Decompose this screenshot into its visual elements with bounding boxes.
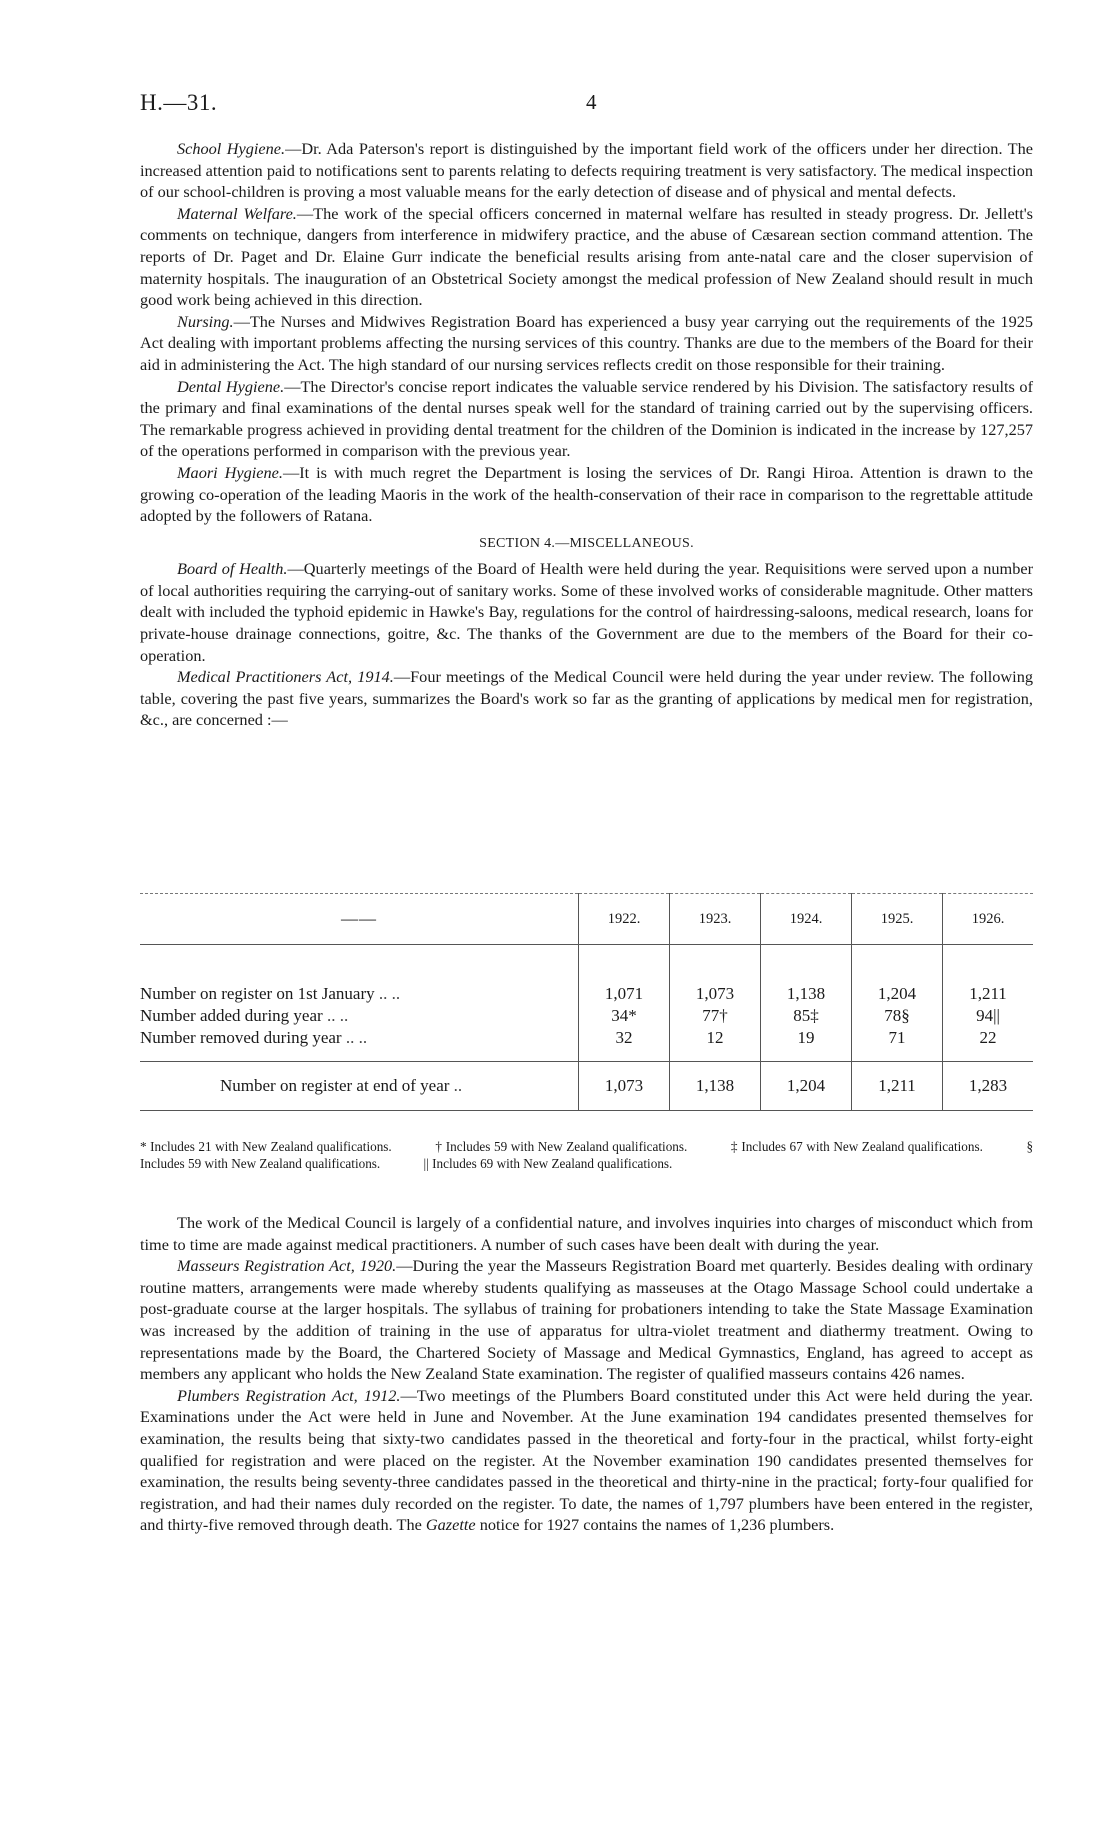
table-cell: 78§ (852, 1005, 943, 1027)
paragraph-heading: Maternal Welfare. (177, 203, 297, 223)
body-text-bottom (140, 1212, 1033, 1536)
paragraph-heading: School Hygiene. (177, 139, 286, 158)
row-label-text: Number on register on 1st January (140, 984, 375, 1003)
paragraph-text: —The work of the special officers concerned in maternal welfare has resulted in steady progress. Dr. Jellett's comments on technique, dangers from interference in midwifery practice, and the abuse of Cæsarean section command attention. The reports of Dr. Paget and Dr. Elaine Gurr indicate the beneficial results arising from ante-natal care and the closer supervision of maternity hospitals. The inauguration of an Obstetrical Society amongst the medical profession of New Zealand should result in much good work being achieved in this direction. (140, 203, 1033, 310)
paragraph-heading: Medical Practitioners Act, 1914. (177, 667, 394, 687)
paragraph-heading: Dental Hygiene. (177, 376, 285, 396)
year-header: 1923. (670, 894, 761, 945)
table-cell: 71 (852, 1027, 943, 1062)
table-cell: 22 (943, 1027, 1034, 1062)
table-cell: 34* (579, 1005, 670, 1027)
paragraph-masseurs (140, 1255, 1033, 1385)
paragraph-heading: Board of Health. (177, 559, 288, 579)
table-cell: 1,138 (670, 1062, 761, 1111)
paragraph-text: —Two meetings of the Plumbers Board constituted under this Act were held during the year. Examinations under the Act were held in June and November. At the June examination 194 candidates presented themselves for examination, the results being that sixty-two candidates passed in the theoretical and forty-four in the practical, whilst forty-eight qualified for registration and were placed on the register. At the November examination 190 candidates presented themselves for examination, the results being seventy-three candidates passed in the theoretical and thirty-nine in the practical; forty-four qualified for registration, and had their names duly recorded on the register. To date, the names of 1,797 plumbers have been entered in the register, and thirty-five removed through death. The (140, 1385, 1033, 1535)
year-header: 1922. (579, 894, 670, 945)
row-label (140, 945, 579, 1006)
row-label-text: Number added during year (140, 1006, 323, 1025)
table-cell: 1,204 (852, 945, 943, 1006)
paragraph-medical-practitioners (140, 666, 1033, 731)
section-title: SECTION 4.—MISCELLANEOUS. (479, 535, 694, 551)
table-cell: 19 (761, 1027, 852, 1062)
footnote: || Includes 69 with New Zealand qualifications. (423, 1156, 673, 1171)
table-cell: 1,204 (761, 1062, 852, 1111)
table-corner: —— (341, 909, 377, 928)
leader-dots: .. .. (345, 1028, 368, 1047)
row-label (140, 1062, 579, 1111)
table-total-row (140, 1062, 1033, 1111)
paragraph-text: —During the year the Masseurs Registration Board met quarterly. Besides dealing with ordinary routine matters, arrangements were made whereby students qualifying as masseuses at the Otago Massage School could undertake a post-graduate course at the larger hospitals. The syllabus of training for probationers intending to take the State Massage Examination was increased by the addition of training in the use of apparatus for ultra-violet treatment and diathermy treatment. Owing to representations made by the Board, the Chartered Society of Massage and Medical Gymnastics, England, has agreed to accept as members any applicant who holds the New Zealand State examination. The register of qualified masseurs contains 426 names. (140, 1256, 1033, 1384)
year-header: 1926. (943, 894, 1034, 945)
paragraph-text: —The Director's concise report indicates the valuable service rendered by his Division. The satisfactory results of the primary and final examinations of the dental nurses speak well for the standard of training carried out by the supervising officers. The remarkable progress achieved in providing dental treatment for the children of the Dominion is indicated in the increase by 127,257 of the operations performed in comparison with the previous year. (140, 376, 1033, 461)
table-row (140, 1027, 1033, 1062)
table-cell: 1,073 (579, 1062, 670, 1111)
table-row (140, 1005, 1033, 1027)
row-label-text: Number on register at end of year (220, 1076, 450, 1095)
paragraph-heading: Nursing. (177, 311, 234, 331)
table-cell: 1,138 (761, 945, 852, 1006)
footnote: ‡ Includes 67 with New Zealand qualifications. (730, 1139, 983, 1154)
paragraph-text: —It is with much regret the Department is losing the services of Dr. Rangi Hiroa. Attention is drawn to the growing co-operation of the leading Maoris in the work of the health-conservation of their race in comparison to the regrettable attitude adopted by the followers of Ratana. (140, 462, 1033, 526)
table-cell: 1,211 (852, 1062, 943, 1111)
paragraph-medical-council (140, 1212, 1033, 1255)
table-cell: 85‡ (761, 1005, 852, 1027)
table-cell: 1,283 (943, 1062, 1034, 1111)
paragraph-text: —Four meetings of the Medical Council were held during the year under review. The following table, covering the past five years, summarizes the Board's work so far as the granting of applications by medical men for registration, &c., are concerned :— (140, 667, 1033, 730)
paragraph-board-of-health (140, 558, 1033, 666)
medical-register-table (140, 893, 1033, 1111)
footnote: * Includes 21 with New Zealand qualifications. (140, 1139, 392, 1154)
table-cell: 12 (670, 1027, 761, 1062)
paragraph-text: —Quarterly meetings of the Board of Health were held during the year. Requisitions were served upon a number of local authorities requiring the carrying-out of sanitary works. Some of these involved works of considerable magnitude. Other matters dealt with included the typhoid epidemic in Hawke's Bay, regulations for the control of hairdressing-saloons, medical research, loans for private-house drainage connections, goitre, &c. The thanks of the Government are due to the members of the Board for their co-operation. (140, 559, 1033, 665)
report-code: H.—31. (140, 90, 218, 115)
table-footnotes (140, 1138, 1033, 1172)
table-cell: 32 (579, 1027, 670, 1062)
table-cell: 1,211 (943, 945, 1034, 1006)
table-cell: 94|| (943, 1005, 1034, 1027)
footnote: § Includes 59 with New Zealand qualifications. (140, 1139, 1034, 1171)
year-header: 1925. (852, 894, 943, 945)
paragraph-nursing (140, 311, 1033, 376)
body-text-top (140, 138, 1033, 731)
leader-dots: .. (453, 1076, 463, 1095)
paragraph-text: —The Nurses and Midwives Registration Board has experienced a busy year carrying out the requirements of the 1925 Act dealing with important problems affecting the nursing services of this country. Thanks are due to the members of the Board for their aid in administering the Act. The high standard of our nursing services reflects credit on those responsible for their training. (140, 311, 1033, 374)
paragraph-maternal-welfare (140, 203, 1033, 311)
leader-dots: .. .. (378, 984, 401, 1003)
table-row (140, 945, 1033, 1006)
paragraph-text-end: notice for 1927 contains the names of 1,236 plumbers. (475, 1515, 835, 1535)
paragraph-maori-hygiene (140, 462, 1033, 527)
page-number: 4 (586, 90, 597, 114)
table-header-row (140, 894, 1033, 945)
paragraph-school-hygiene (140, 138, 1033, 203)
paragraph-heading: Maori Hygiene. (177, 462, 283, 482)
row-label-text: Number removed during year (140, 1028, 342, 1047)
gazette-title: Gazette (425, 1515, 476, 1535)
year-header: 1924. (761, 894, 852, 945)
paragraph-heading: Plumbers Registration Act, 1912. (177, 1385, 401, 1405)
row-label (140, 1027, 579, 1062)
paragraph-dental-hygiene (140, 376, 1033, 462)
row-label (140, 1005, 579, 1027)
paragraph-plumbers (140, 1385, 1033, 1536)
table-cell: 77† (670, 1005, 761, 1027)
table-cell: 1,073 (670, 945, 761, 1006)
footnote: † Includes 59 with New Zealand qualifications. (435, 1139, 688, 1154)
paragraph-text: The work of the Medical Council is largely of a confidential nature, and involves inquiries into charges of misconduct which from time to time are made against medical practitioners. A number of such cases have been dealt with during the year. (140, 1213, 1033, 1254)
paragraph-heading: Masseurs Registration Act, 1920. (177, 1256, 397, 1276)
paragraph-text: —Dr. Ada Paterson's report is distinguished by the important field work of the officers under her direction. The increased attention paid to notifications sent to parents relating to defects requiring treatment is very satisfactory. The medical inspection of our school-children is proving a most valuable means for the early detection of disease and of physical and mental defects. (140, 139, 1033, 202)
leader-dots: .. .. (326, 1006, 349, 1025)
table-cell: 1,071 (579, 945, 670, 1006)
